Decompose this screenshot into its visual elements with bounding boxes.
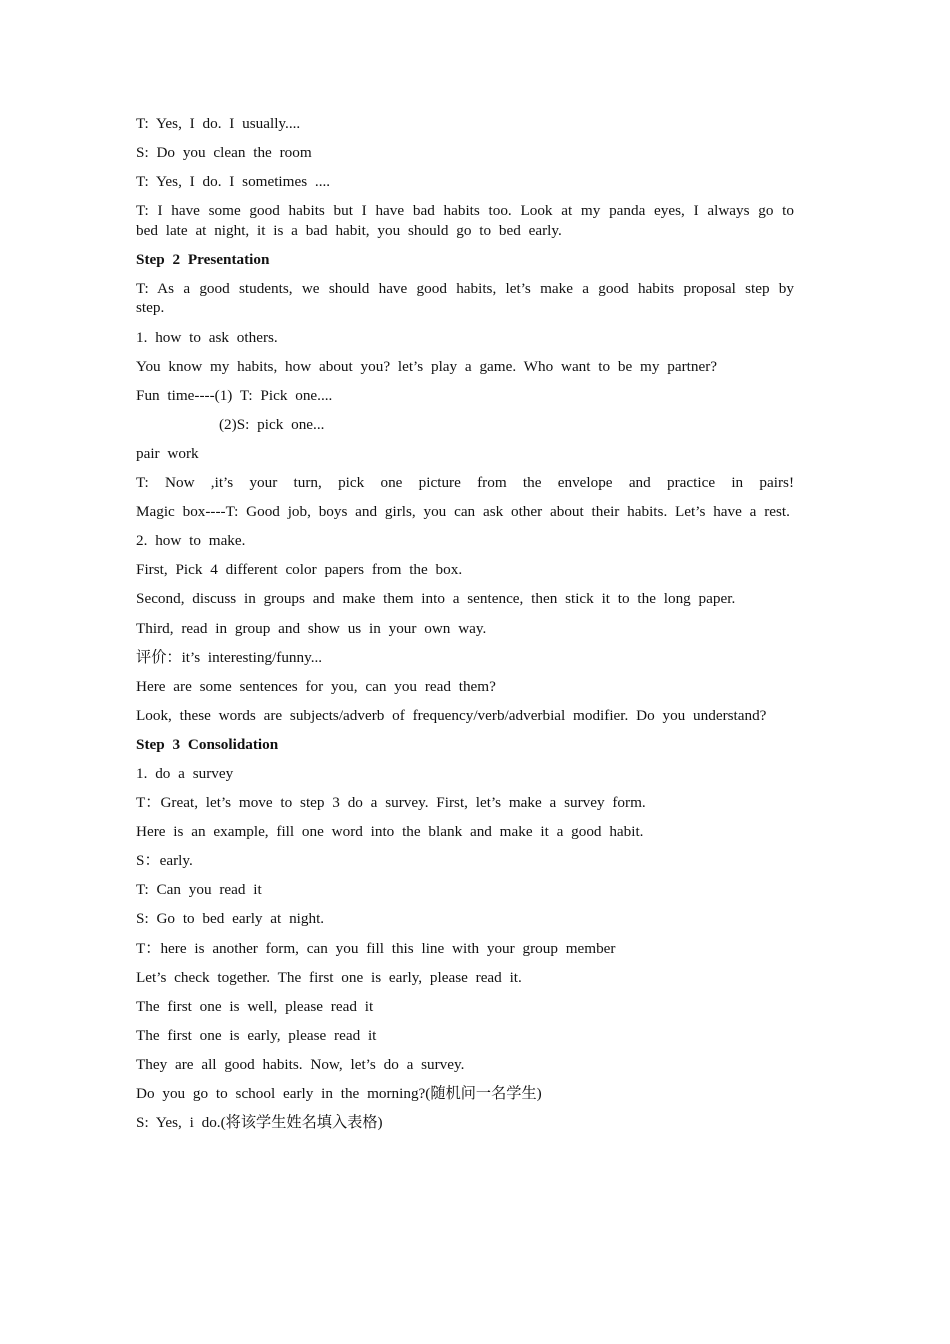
text-line: T：Great, let’s move to step 3 do a survey. First, let’s make a survey form. — [136, 794, 646, 812]
text-line: They are all good habits. Now, let’s do a survey. — [136, 1055, 465, 1073]
text-line: T: Can you read it — [136, 881, 262, 899]
text-line: You know my habits, how about you? let’s play a game. Who want to be my partner? — [136, 357, 717, 375]
text-line: pair work — [136, 444, 199, 462]
text-line: Third, read in group and show us in your own way. — [136, 619, 487, 637]
dialogue-line: T: Yes, I do. I usually.... — [136, 115, 301, 132]
text-paragraph: Magic box----T: Good job, boys and girls, you can ask other about their habits. Let’s have a rest. — [136, 503, 790, 521]
numbered-item: 1. do a survey — [136, 764, 234, 782]
text-line: Here are some sentences for you, can you read them? — [136, 677, 496, 695]
dialogue-paragraph: T: As a good students, we should have good habits, let’s make a good habits proposal step by step. — [136, 279, 794, 317]
text-line: Second, discuss in groups and make them into a sentence, then stick it to the long paper. — [136, 590, 736, 608]
text-line: The first one is early, please read it — [136, 1026, 377, 1044]
text-line: S: Yes, i do.(将该学生姓名填入表格) — [136, 1114, 383, 1132]
dialogue-line: T: Yes, I do. I sometimes .... — [136, 173, 331, 191]
text-line: 评价：it’s interesting/funny... — [136, 648, 323, 666]
text-line: T: Now ,it’s your turn, pick one picture from the envelope and practice in pairs! — [136, 474, 794, 492]
text-line: Let’s check together. The first one is early, please read it. — [136, 968, 522, 986]
numbered-item: 2. how to make. — [136, 532, 246, 550]
section-heading-step-2: Step 2 Presentation — [136, 250, 270, 268]
text-paragraph: Look, these words are subjects/adverb of frequency/verb/adverbial modifier. Do you understand? — [136, 706, 767, 724]
dialogue-line: S: Do you clean the room — [136, 144, 312, 162]
text-line: Fun time----(1) T: Pick one.... — [136, 386, 333, 404]
dialogue-paragraph: T: I have some good habits but I have bad habits too. Look at my panda eyes, I always go to bed late at night, it is a bad habit, you should go to bed early. — [136, 202, 794, 239]
text-line: The first one is well, please read it — [136, 997, 374, 1015]
text-line: T：here is another form, can you fill this line with your group member — [136, 939, 616, 957]
text-line: Here is an example, fill one word into the blank and make it a good habit. — [136, 823, 644, 841]
text-line: Do you go to school early in the morning?(随机问一名学生) — [136, 1085, 542, 1102]
text-line: S: Go to bed early at night. — [136, 910, 325, 928]
numbered-item: 1. how to ask others. — [136, 328, 278, 346]
document-page — [136, 114, 794, 1142]
text-line-indented: (2)S: pick one... — [219, 415, 325, 433]
section-heading-step-3: Step 3 Consolidation — [136, 735, 279, 753]
text-line: First, Pick 4 different color papers from the box. — [136, 561, 463, 579]
text-line: S：early. — [136, 852, 193, 870]
